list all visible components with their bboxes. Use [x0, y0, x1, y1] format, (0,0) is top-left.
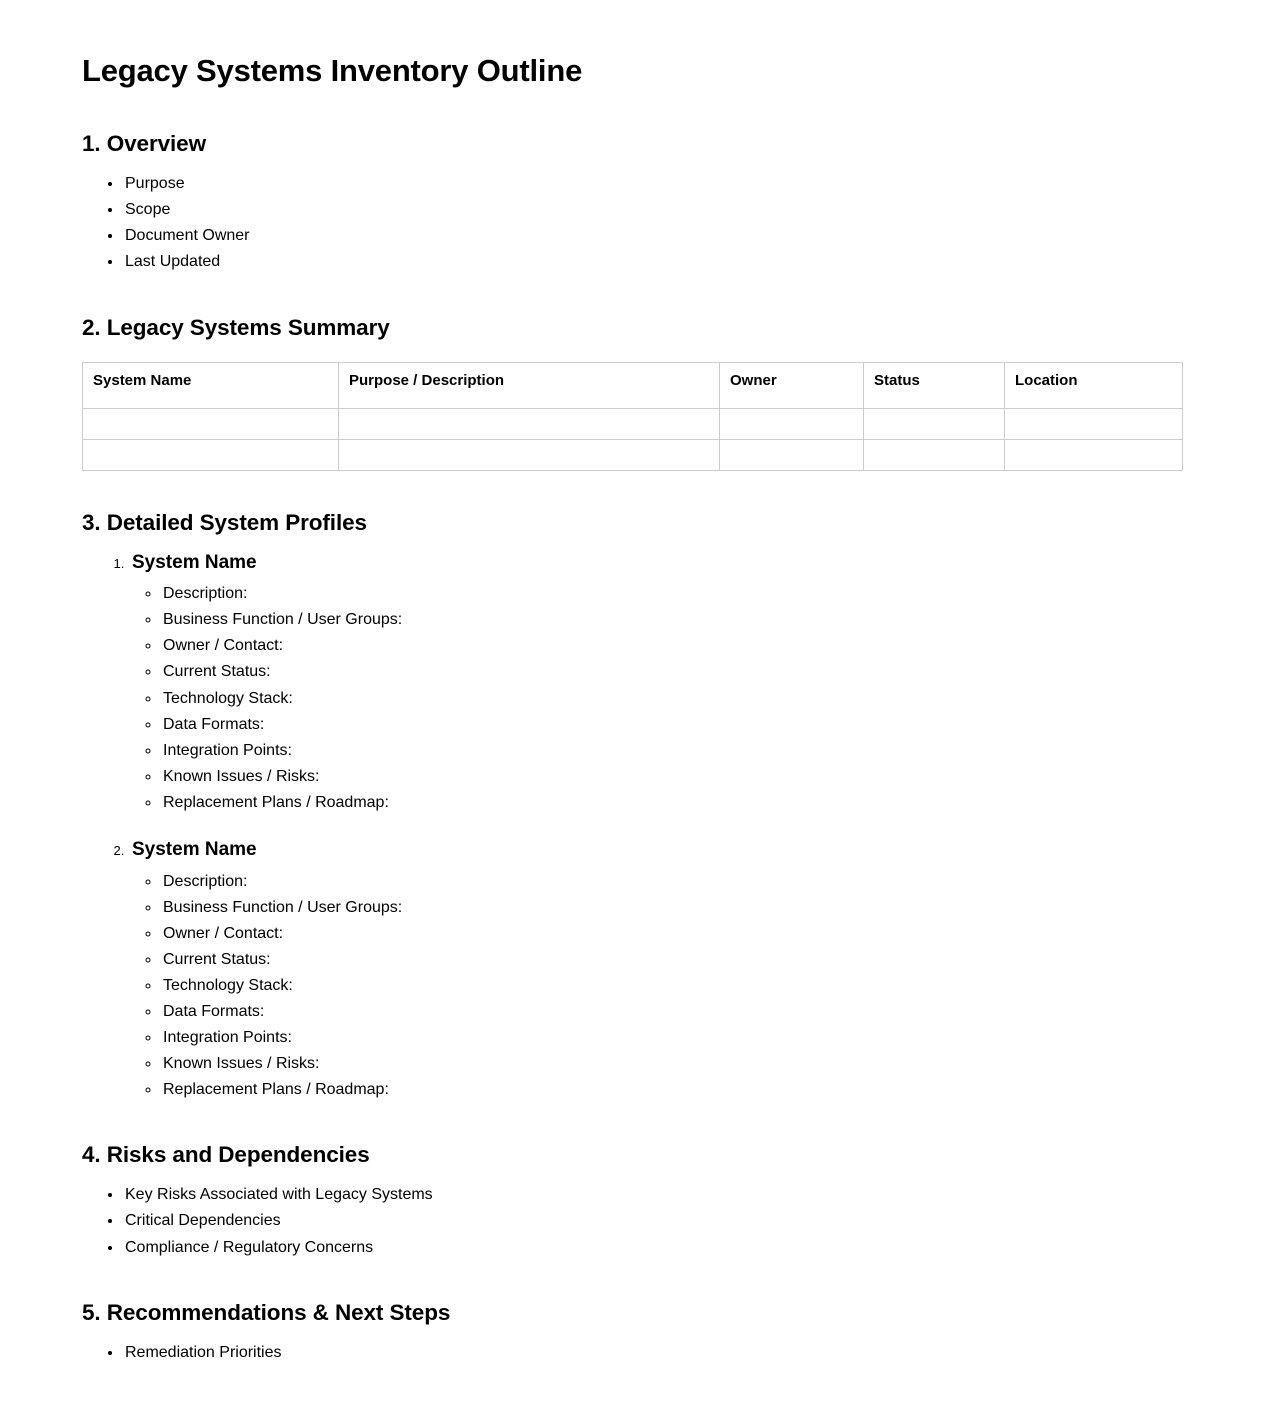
list-item: ◦ Technology Stack: — [161, 686, 1181, 712]
column-header-owner: Owner — [720, 362, 864, 408]
section-heading-recommendations-next-steps: 5. Recommendations & Next Steps — [82, 1299, 451, 1325]
system-profile-fields — [132, 869, 1181, 1104]
list-item: • Remediation Priorities — [123, 1340, 1181, 1366]
list-item: ◦ Business Function / User Groups: — [161, 895, 1181, 921]
risks-list — [82, 1182, 1181, 1260]
table-cell-system-name[interactable] — [83, 408, 339, 439]
list-item: ◦ Integration Points: — [161, 1025, 1181, 1051]
list-item: ◦ Replacement Plans / Roadmap: — [161, 1077, 1181, 1103]
recommendations-list — [82, 1340, 1181, 1366]
list-item: ◦ Description: — [161, 869, 1181, 895]
table-cell-owner[interactable] — [720, 408, 864, 439]
list-item: • Last Updated — [123, 249, 1181, 275]
system-profile-fields — [132, 581, 1181, 816]
list-item: ◦ Owner / Contact: — [161, 921, 1181, 947]
table-cell-system-name[interactable] — [83, 439, 339, 470]
list-item: • Critical Dependencies — [123, 1208, 1181, 1234]
list-item: • Purpose — [123, 171, 1181, 197]
section-heading-overview: 1. Overview — [82, 131, 206, 157]
table-header-row — [83, 362, 1183, 408]
table-cell-status[interactable] — [864, 408, 1005, 439]
list-item: ◦ Description: — [161, 581, 1181, 607]
table-cell-purpose-description[interactable] — [339, 408, 720, 439]
list-item: ◦ Known Issues / Risks: — [161, 764, 1181, 790]
list-item: • Scope — [123, 197, 1181, 223]
list-item: • Compliance / Regulatory Concerns — [123, 1235, 1181, 1261]
table-row — [83, 439, 1183, 470]
table-cell-purpose-description[interactable] — [339, 439, 720, 470]
page-title: Legacy Systems Inventory Outline — [82, 53, 583, 88]
legacy-systems-summary-table — [82, 362, 1183, 471]
overview-list — [82, 171, 1181, 275]
system-profile-title: System Name — [132, 838, 257, 860]
section-heading-risks-and-dependencies: 4. Risks and Dependencies — [82, 1142, 370, 1168]
list-item: • Key Risks Associated with Legacy Systems — [123, 1182, 1181, 1208]
column-header-location: Location — [1005, 362, 1183, 408]
system-profile-title: System Name — [132, 551, 257, 573]
list-item: ◦ Technology Stack: — [161, 973, 1181, 999]
list-item: ◦ Business Function / User Groups: — [161, 607, 1181, 633]
table-cell-owner[interactable] — [720, 439, 864, 470]
table-row — [83, 408, 1183, 439]
column-header-status: Status — [864, 362, 1005, 408]
table-cell-location[interactable] — [1005, 408, 1183, 439]
system-profile-list — [82, 551, 1181, 1104]
table-cell-status[interactable] — [864, 439, 1005, 470]
system-profile-item — [128, 838, 1181, 1103]
column-header-system-name: System Name — [83, 362, 339, 408]
system-profile-item — [128, 551, 1181, 816]
list-item: ◦ Data Formats: — [161, 712, 1181, 738]
section-heading-legacy-systems-summary: 2. Legacy Systems Summary — [82, 314, 390, 340]
list-item: • Document Owner — [123, 223, 1181, 249]
list-item: ◦ Integration Points: — [161, 738, 1181, 764]
list-item: ◦ Owner / Contact: — [161, 633, 1181, 659]
section-heading-detailed-system-profiles: 3. Detailed System Profiles — [82, 509, 367, 535]
list-item: ◦ Data Formats: — [161, 999, 1181, 1025]
list-item: ◦ Replacement Plans / Roadmap: — [161, 790, 1181, 816]
list-item: ◦ Current Status: — [161, 947, 1181, 973]
list-item: ◦ Known Issues / Risks: — [161, 1051, 1181, 1077]
column-header-purpose-description: Purpose / Description — [339, 362, 720, 408]
list-item: ◦ Current Status: — [161, 659, 1181, 685]
table-cell-location[interactable] — [1005, 439, 1183, 470]
